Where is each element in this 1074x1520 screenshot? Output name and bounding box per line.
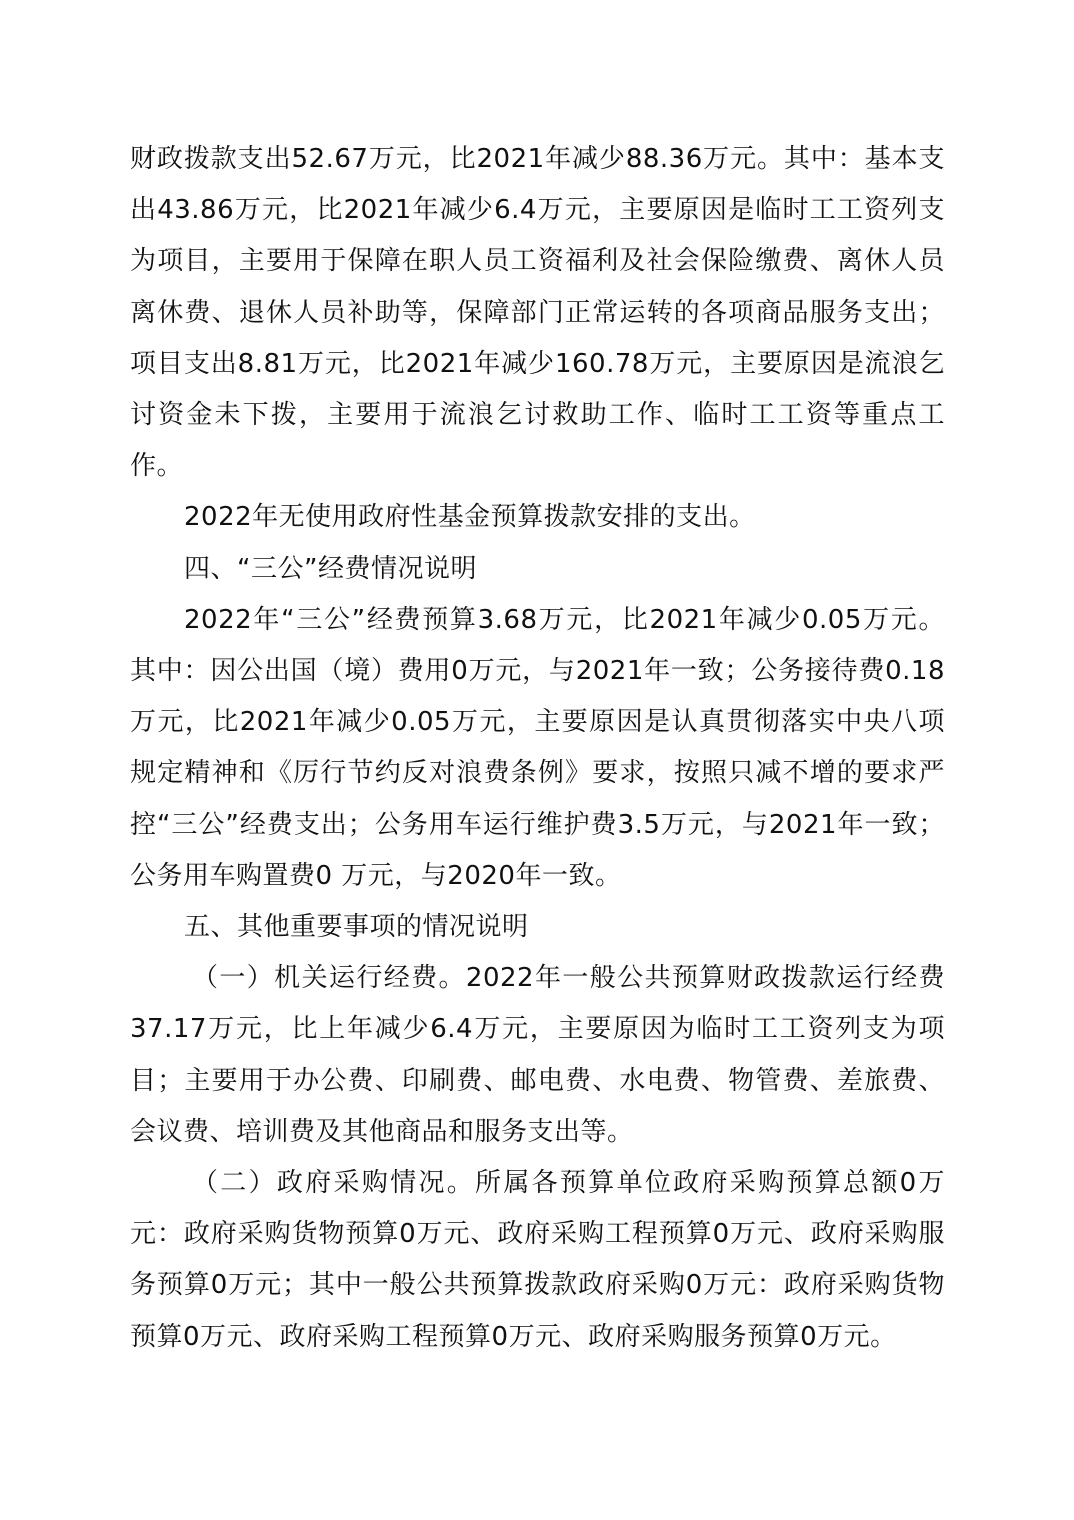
paragraph-three-public-expenses: 2022年“三公”经费预算3.68万元，比2021年减少0.05万元。其中：因公出国（境）费用0万元，与2021年一致；公务接待费0.18万元，比2021年减少0.05万元，主要原因是认真贯彻落实中央八项规定精神和《厉行节约反对浪费条例》要求，按照只减不增的要求严控“三公”经费支出；公务用车运行维护费3.5万元，与2021年一致；公务用车购置费0 万元，与2020年一致。 (130, 604, 945, 891)
paragraph-operating-expenses: （一）机关运行经费。2022年一般公共预算财政拨款运行经费37.17万元，比上年减少6.4万元，主要原因为临时工工资列支为项目；主要用于办公费、印刷费、邮电费、水电费、物管费、差旅费、会议费、培训费及其他商品和服务支出等。 (130, 963, 945, 1147)
section-heading-three-public: 四、“三公”经费情况说明 (184, 553, 477, 584)
paragraph-financial-expenditure: 财政拨款支出52.67万元，比2021年减少88.36万元。其中：基本支出43.86万元，比2021年减少6.4万元，主要原因是临时工工资列支为项目，主要用于保障在职人员工资福利及社会保险缴费、离休人员离休费、退休人员补助等，保障部门正常运转的各项商品服务支出；项目支出8.81万元，比2021年减少160.78万元，主要原因是流浪乞讨资金未下拨，主要用于流浪乞讨救助工作、临时工工资等重点工作。 (130, 144, 945, 482)
paragraph-government-procurement: （二）政府采购情况。所属各预算单位政府采购预算总额0万元：政府采购货物预算0万元、政府采购工程预算0万元、政府采购服务预算0万元；其中一般公共预算拨款政府采购0万元：政府采购货物预算0万元、政府采购工程预算0万元、政府采购服务预算0万元。 (130, 1168, 945, 1352)
document-body (130, 134, 945, 1363)
section-heading-other-matters: 五、其他重要事项的情况说明 (184, 912, 529, 943)
paragraph-government-fund: 2022年无使用政府性基金预算拨款安排的支出。 (184, 502, 756, 533)
